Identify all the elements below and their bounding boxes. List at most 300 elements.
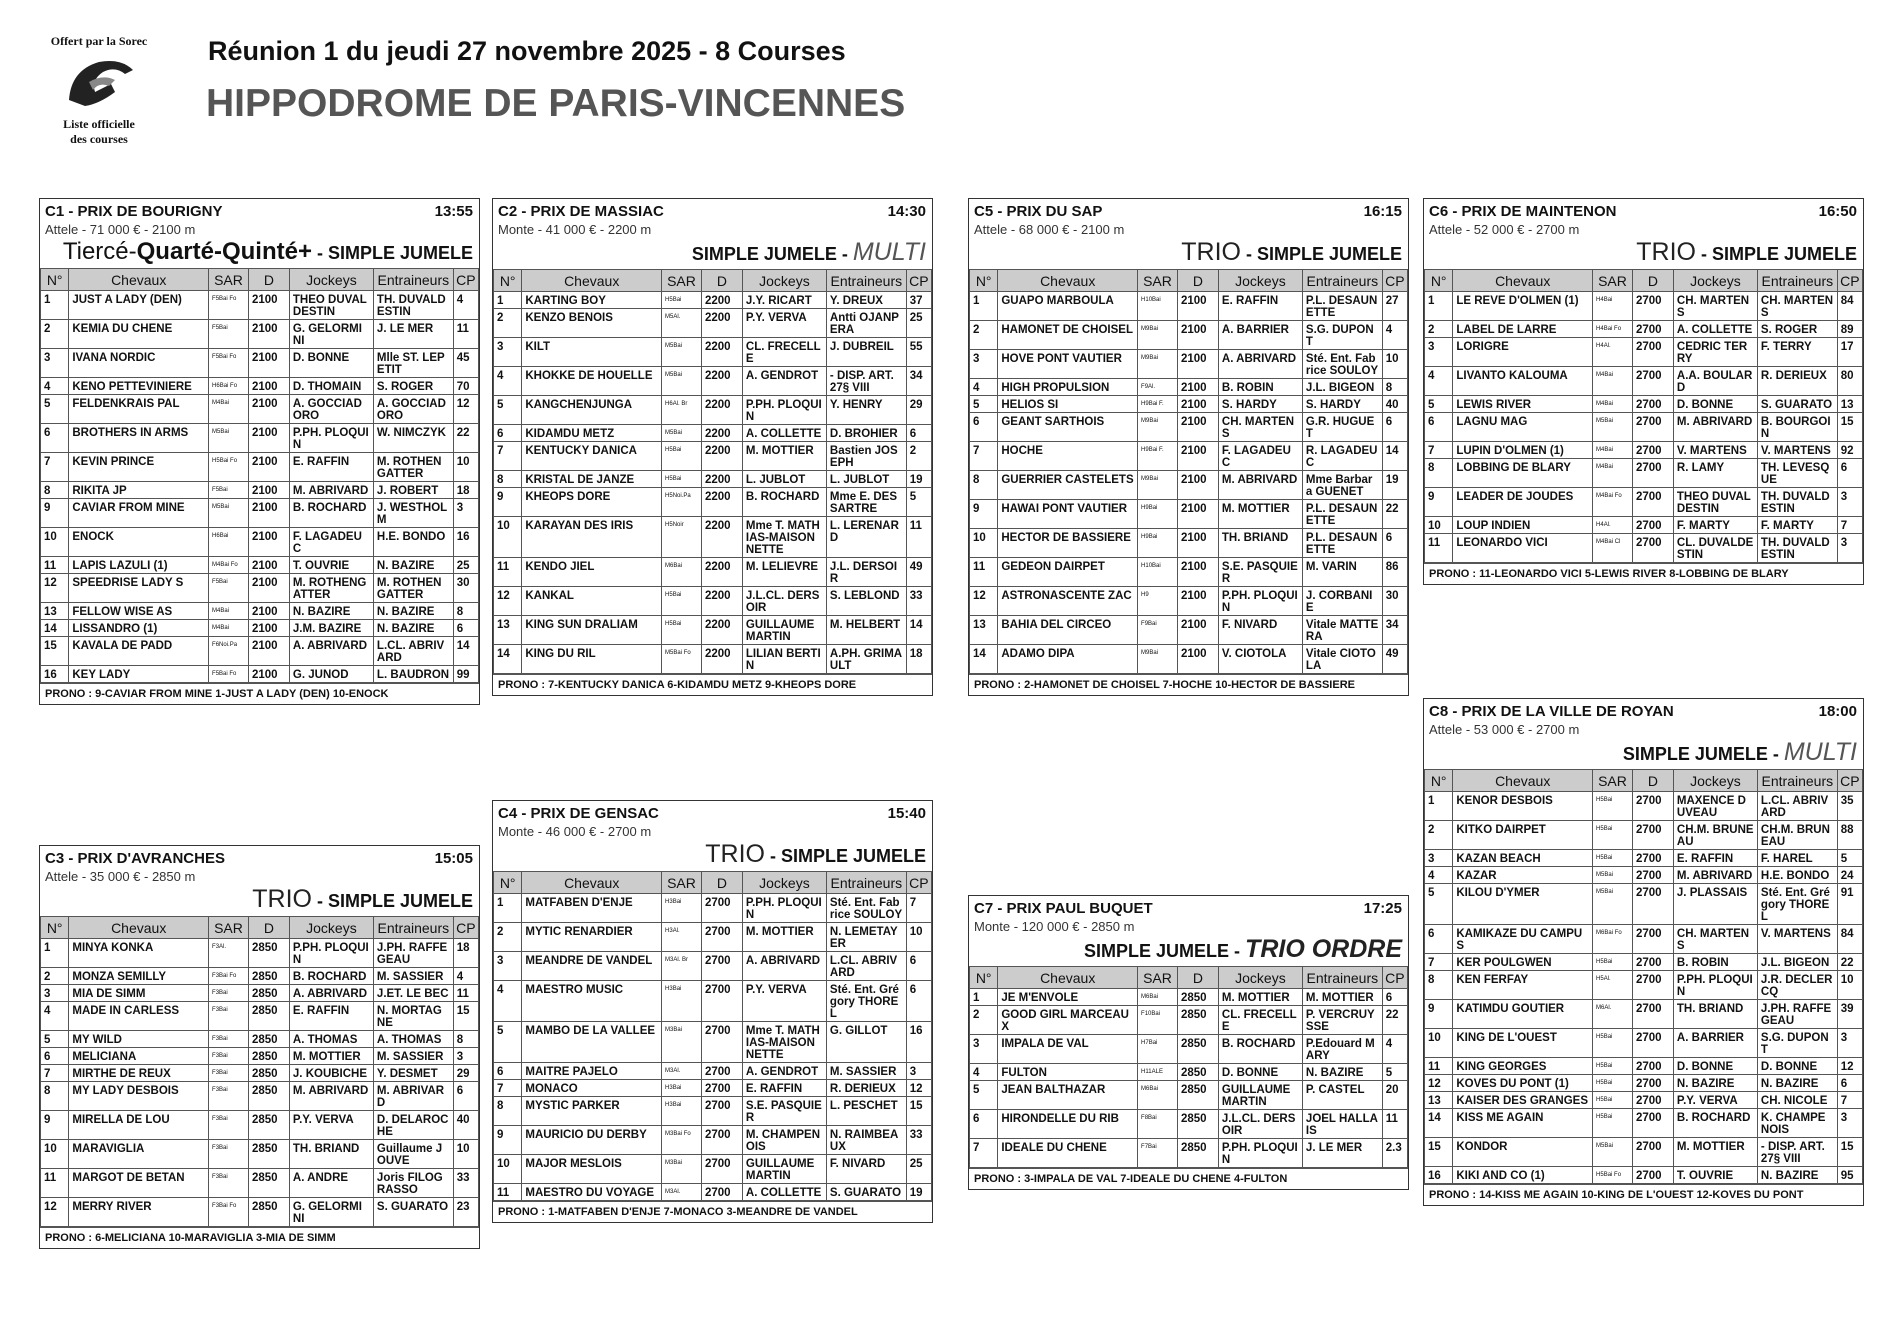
cell-sar: F3Bai [209,1065,249,1082]
cell-horse: KILT [522,338,662,367]
cell-sar: F3Bai [209,1048,249,1065]
cell-odds: 6 [453,620,478,637]
cell-distance: 2700 [1632,867,1673,884]
cell-distance: 2700 [1632,1029,1673,1058]
cell-number: 3 [41,349,69,378]
runner-row [494,1063,932,1080]
cell-horse: BROTHERS IN ARMS [69,424,209,453]
cell-jockey: F. NIVARD [1218,616,1302,645]
cell-sar: M3Al. [662,1184,702,1201]
runner-row [494,1184,932,1201]
cell-odds: 27 [1382,292,1407,321]
cell-distance: 2100 [1177,558,1218,587]
runners-table [40,268,479,683]
cell-number: 11 [494,1184,522,1201]
cell-sar: F3Bai [209,1111,249,1140]
cell-distance: 2850 [1177,1006,1218,1035]
runner-row [494,338,932,367]
cell-trainer: Guillaume JOUVE [373,1140,453,1169]
cell-horse: KER POULGWEN [1453,954,1593,971]
cell-sar: M4Bai Fo [1593,488,1633,517]
runner-row [41,637,479,666]
cell-horse: MEANDRE DE VANDEL [522,952,662,981]
cell-horse: KING DU RIL [522,645,662,674]
cell-odds: 19 [1382,471,1407,500]
cell-jockey: S. HARDY [1218,396,1302,413]
cell-number: 7 [970,442,998,471]
cell-sar: M6Bai [1138,989,1178,1006]
cell-horse: IDEALE DU CHENE [998,1139,1138,1168]
cell-trainer: N. BAZIRE [373,603,453,620]
cell-sar: H4Al. [1593,517,1633,534]
race-title: C1 - PRIX DE BOURIGNY [45,203,223,220]
cell-jockey: A. ABRIVARD [1218,350,1302,379]
cell-sar: H5Bai [1593,1092,1633,1109]
cell-trainer: N. RAIMBEAUX [826,1126,906,1155]
column-header: N° [1425,770,1453,792]
cell-odds: 4 [1382,1035,1407,1064]
cell-horse: FELLOW WISE AS [69,603,209,620]
cell-distance: 2100 [248,574,289,603]
cell-number: 6 [494,1063,522,1080]
runner-row [970,350,1408,379]
cell-number: 2 [41,968,69,985]
cell-number: 11 [970,558,998,587]
runner-row [41,985,479,1002]
cell-number: 9 [970,500,998,529]
cell-distance: 2850 [1177,1139,1218,1168]
runner-row [41,1082,479,1111]
cell-jockey: A. COLLETTE [742,425,826,442]
runner-row [494,894,932,923]
column-header: Jockeys [289,917,373,939]
cell-sar: H5Bai [1593,1029,1633,1058]
cell-horse: MAITRE PAJELO [522,1063,662,1080]
cell-distance: 2700 [1632,884,1673,925]
cell-distance: 2850 [1177,1110,1218,1139]
cell-odds: 10 [1382,350,1407,379]
cell-sar: H4Bai [1593,292,1633,321]
cell-odds: 10 [1837,971,1862,1000]
runner-row [970,471,1408,500]
cell-number: 13 [41,603,69,620]
runner-row [494,292,932,309]
column-header: D [1632,770,1673,792]
bet-tierce: Tiercé- [62,238,137,265]
horse-head-logo-icon [59,52,139,114]
cell-sar: F3Al. [209,939,249,968]
cell-trainer: M. SASSIER [373,968,453,985]
cell-odds: 91 [1837,884,1862,925]
runner-row [1425,292,1863,321]
runner-row [1425,925,1863,954]
cell-number: 6 [494,425,522,442]
cell-horse: KING DE L'OUEST [1453,1029,1593,1058]
cell-jockey: S.E. PASQUIER [1218,558,1302,587]
cell-sar: M5Bai [662,338,702,367]
cell-odds: 3 [1837,1109,1862,1138]
cell-sar: H9Bai F. [1138,396,1178,413]
cell-sar: H5Noi.Pa [662,488,702,517]
bet-simple-jumele: - SIMPLE JUMELE [311,243,473,263]
race-conditions: Monte - 46 000 € - 2700 m [498,824,652,839]
column-header: D [1632,270,1673,292]
cell-number: 1 [970,292,998,321]
cell-jockey: G. JUNOD [289,666,373,683]
cell-sar: H4Al. [1593,338,1633,367]
cell-sar: M9Bai [1138,471,1178,500]
bet-types [1424,239,1863,269]
cell-jockey: MAXENCE DUVEAU [1673,792,1757,821]
cell-horse: GEDEON DAIRPET [998,558,1138,587]
cell-distance: 2700 [1632,792,1673,821]
cell-odds: 15 [906,1097,931,1126]
cell-distance: 2850 [1177,1081,1218,1110]
cell-odds: 88 [1837,821,1862,850]
cell-number: 11 [494,558,522,587]
cell-jockey: THEO DUVALDESTIN [289,291,373,320]
cell-jockey: E. RAFFIN [1673,850,1757,867]
cell-trainer: J.L. DERSOIR [826,558,906,587]
cell-trainer: B. BOURGOIN [1757,413,1837,442]
runner-row [41,378,479,395]
cell-horse: MARGOT DE BETAN [69,1169,209,1198]
cell-horse: MIRELLA DE LOU [69,1111,209,1140]
runner-row [1425,396,1863,413]
cell-sar: M5Bai Fo [662,645,702,674]
cell-jockey: M. MOTTIER [1218,500,1302,529]
cell-number: 3 [970,350,998,379]
cell-odds: 45 [453,349,478,378]
runner-row [41,349,479,378]
cell-jockey: CL. DUVALDESTIN [1673,534,1757,563]
runner-row [970,1064,1408,1081]
runner-row [970,1006,1408,1035]
cell-trainer: S. GUARATO [826,1184,906,1201]
cell-sar: M5Bai [1593,884,1633,925]
cell-jockey: P.PH. PLOQUIN [289,939,373,968]
cell-jockey: GUILLAUME MARTIN [1218,1081,1302,1110]
cell-number: 3 [1425,338,1453,367]
cell-sar: H5Noir [662,517,702,558]
cell-trainer: S. ROGER [373,378,453,395]
column-header: Chevaux [998,967,1138,989]
cell-sar: F3Bai Fo [209,968,249,985]
cell-odds: 89 [1837,321,1862,338]
race-time: 15:05 [434,850,473,867]
cell-odds: 14 [1382,442,1407,471]
cell-sar: H5Bai Fo [1593,1167,1633,1184]
cell-jockey: P.PH. PLOQUIN [1218,1139,1302,1168]
sorec-logo [34,34,164,154]
cell-horse: LABEL DE LARRE [1453,321,1593,338]
runner-row [1425,792,1863,821]
cell-number: 10 [41,528,69,557]
runners-table [969,966,1408,1168]
cell-distance: 2200 [701,367,742,396]
cell-jockey: M. LELIEVRE [742,558,826,587]
cell-trainer: J.ET. LE BEC [373,985,453,1002]
cell-distance: 2100 [248,557,289,574]
cell-horse: MY LADY DESBOIS [69,1082,209,1111]
cell-trainer: CH. NICOLE [1757,1092,1837,1109]
cell-horse: KILOU D'YMER [1453,884,1593,925]
cell-trainer: P. CASTEL [1302,1081,1382,1110]
cell-distance: 2850 [248,1140,289,1169]
cell-distance: 2700 [701,1097,742,1126]
cell-odds: 84 [1837,292,1862,321]
cell-distance: 2100 [1177,529,1218,558]
cell-jockey: P.Y. VERVA [1673,1092,1757,1109]
cell-sar: M5Bai [662,367,702,396]
cell-sar: F9Bai [1138,616,1178,645]
cell-horse: JEAN BALTHAZAR [998,1081,1138,1110]
race-title: C8 - PRIX DE LA VILLE DE ROYAN [1429,703,1674,720]
cell-trainer: Sté. Ent. Grégory THOREL [1757,884,1837,925]
cell-trainer: G.R. HUGUET [1302,413,1382,442]
cell-horse: LIVANTO KALOUMA [1453,367,1593,396]
cell-sar: H5Al. [1593,971,1633,1000]
cell-jockey: P.PH. PLOQUIN [1218,587,1302,616]
runner-row [41,1140,479,1169]
cell-sar: M4Bai [1593,442,1633,459]
cell-sar: F3Bai [209,1082,249,1111]
cell-distance: 2700 [1632,396,1673,413]
cell-number: 2 [970,1006,998,1035]
cell-number: 9 [494,1126,522,1155]
runner-row [494,1097,932,1126]
cell-jockey: A. GENDROT [742,1063,826,1080]
cell-horse: MY WILD [69,1031,209,1048]
cell-horse: HAMONET DE CHOISEL [998,321,1138,350]
column-header: Entraineurs [373,269,453,291]
cell-horse: LISSANDRO (1) [69,620,209,637]
cell-trainer: TH. DUVALDESTIN [1757,488,1837,517]
cell-sar: M4Bai [1593,367,1633,396]
cell-sar: F3Bai [209,985,249,1002]
runner-row [494,1022,932,1063]
cell-number: 2 [41,320,69,349]
cell-trainer: P.L. DESAUNETTE [1302,529,1382,558]
cell-trainer: TH. LEVESQUE [1757,459,1837,488]
race-card-7 [968,895,1409,1190]
cell-trainer: N. MORTAGNE [373,1002,453,1031]
cell-odds: 16 [906,1022,931,1063]
cell-distance: 2100 [248,349,289,378]
column-header: CP [1837,770,1862,792]
cell-distance: 2700 [701,1184,742,1201]
cell-sar: H5Bai [662,587,702,616]
cell-jockey: S.E. PASQUIER [742,1097,826,1126]
cell-trainer: G. GILLOT [826,1022,906,1063]
bet-types [493,841,932,871]
column-header: SAR [209,917,249,939]
cell-sar: M9Bai [1138,321,1178,350]
cell-horse: LE REVE D'OLMEN (1) [1453,292,1593,321]
cell-horse: HELIOS SI [998,396,1138,413]
cell-sar: H6Bai Fo [209,378,249,395]
cell-trainer: J.L. BIGEON [1302,379,1382,396]
cell-distance: 2700 [1632,517,1673,534]
cell-distance: 2700 [1632,1075,1673,1092]
runner-row [970,529,1408,558]
cell-horse: KEMIA DU CHENE [69,320,209,349]
cell-jockey: R. LAMY [1673,459,1757,488]
runner-row [41,1031,479,1048]
cell-distance: 2700 [701,1063,742,1080]
runner-row [494,309,932,338]
cell-distance: 2700 [1632,367,1673,396]
runner-row [494,587,932,616]
cell-trainer: Y. DESMET [373,1065,453,1082]
cell-odds: 33 [906,1126,931,1155]
cell-horse: JUST A LADY (DEN) [69,291,209,320]
cell-distance: 2700 [1632,321,1673,338]
cell-trainer: F. MARTY [1757,517,1837,534]
cell-sar: F10Bai [1138,1006,1178,1035]
cell-trainer: P.L. DESAUNETTE [1302,500,1382,529]
cell-number: 10 [494,1155,522,1184]
cell-trainer: J.R. DECLERCQ [1757,971,1837,1000]
cell-jockey: TH. BRIAND [1218,529,1302,558]
cell-trainer: M. ROTHENGATTER [373,453,453,482]
cell-distance: 2200 [701,425,742,442]
cell-horse: KOVES DU PONT (1) [1453,1075,1593,1092]
cell-odds: 25 [906,309,931,338]
runner-row [494,471,932,488]
cell-odds: 92 [1837,442,1862,459]
runner-row [41,395,479,424]
cell-horse: KIDAMDU METZ [522,425,662,442]
cell-trainer: Sté. Ent. Fabrice SOULOY [826,894,906,923]
cell-jockey: N. BAZIRE [1673,1075,1757,1092]
cell-jockey: B. ROBIN [1218,379,1302,396]
runner-row [41,603,479,620]
cell-odds: 33 [453,1169,478,1198]
cell-number: 11 [1425,534,1453,563]
cell-horse: MERRY RIVER [69,1198,209,1227]
cell-horse: LEONARDO VICI [1453,534,1593,563]
runner-row [1425,459,1863,488]
runner-row [970,500,1408,529]
race-title: C3 - PRIX D'AVRANCHES [45,850,225,867]
cell-distance: 2700 [1632,925,1673,954]
race-title: C7 - PRIX PAUL BUQUET [974,900,1153,917]
cell-horse: HIRONDELLE DU RIB [998,1110,1138,1139]
cell-jockey: CH.M. BRUNEAU [1673,821,1757,850]
cell-jockey: CH. MARTENS [1673,292,1757,321]
cell-number: 6 [41,424,69,453]
cell-trainer: Y. HENRY [826,396,906,425]
cell-distance: 2100 [248,291,289,320]
cell-number: 10 [970,529,998,558]
cell-number: 6 [41,1048,69,1065]
runner-row [970,379,1408,396]
cell-distance: 2700 [701,923,742,952]
cell-jockey: THEO DUVALDESTIN [1673,488,1757,517]
cell-jockey: P.PH. PLOQUIN [742,894,826,923]
cell-distance: 2100 [1177,500,1218,529]
cell-odds: 86 [1382,558,1407,587]
cell-horse: KENZO BENOIS [522,309,662,338]
cell-number: 4 [494,367,522,396]
runner-row [494,1155,932,1184]
cell-distance: 2700 [701,1022,742,1063]
cell-distance: 2200 [701,309,742,338]
cell-horse: KENDO JIEL [522,558,662,587]
cell-sar: H5Bai [1593,1109,1633,1138]
race-time: 15:40 [887,805,926,822]
cell-trainer: L.CL. ABRIVARD [826,952,906,981]
cell-jockey: CH. MARTENS [1673,925,1757,954]
meeting-title: Réunion 1 du jeudi 27 novembre 2025 - 8 Courses [208,36,846,66]
cell-number: 9 [1425,1000,1453,1029]
cell-trainer: P. VERCRUYSSE [1302,1006,1382,1035]
runner-row [970,989,1408,1006]
cell-number: 7 [41,453,69,482]
cell-sar: F5Bai Fo [209,349,249,378]
cell-sar: F8Bai [1138,1110,1178,1139]
cell-trainer: Sté. Ent. Grégory THOREL [826,981,906,1022]
cell-trainer: Bastien JOSEPH [826,442,906,471]
cell-odds: 3 [453,1048,478,1065]
cell-number: 7 [1425,954,1453,971]
cell-odds: 22 [1382,1006,1407,1035]
cell-jockey: E. RAFFIN [742,1080,826,1097]
cell-trainer: TH. DUVALDESTIN [1757,534,1837,563]
cell-number: 6 [970,1110,998,1139]
column-header: D [1177,967,1218,989]
cell-odds: 4 [453,968,478,985]
column-header: N° [41,269,69,291]
cell-odds: 8 [1382,379,1407,396]
cell-odds: 6 [906,981,931,1022]
cell-horse: LEWIS RIVER [1453,396,1593,413]
runner-row [41,499,479,528]
bet-types [493,239,932,269]
cell-distance: 2100 [1177,396,1218,413]
cell-sar: H6Bai [209,528,249,557]
cell-trainer: J.PH. RAFFEGEAU [373,939,453,968]
cell-odds: 5 [1382,1064,1407,1081]
cell-jockey: D. THOMAIN [289,378,373,395]
cell-number: 7 [1425,442,1453,459]
runner-row [41,557,479,574]
cell-trainer: K. CHAMPENOIS [1757,1109,1837,1138]
column-header: Chevaux [522,872,662,894]
cell-jockey: M. ABRIVARD [1218,471,1302,500]
runner-row [1425,971,1863,1000]
cell-number: 16 [41,666,69,683]
race-card-2 [492,198,933,696]
cell-number: 2 [970,321,998,350]
cell-horse: KEY LADY [69,666,209,683]
cell-odds: 16 [453,528,478,557]
cell-trainer: Mme Barbara GUENET [1302,471,1382,500]
cell-trainer: L.CL. ABRIVARD [1757,792,1837,821]
cell-trainer: H.E. BONDO [373,528,453,557]
cell-distance: 2850 [1177,1064,1218,1081]
cell-horse: LAPIS LAZULI (1) [69,557,209,574]
cell-odds: 70 [453,378,478,395]
cell-odds: 20 [1382,1081,1407,1110]
cell-trainer: V. MARTENS [1757,925,1837,954]
cell-horse: KENTUCKY DANICA [522,442,662,471]
cell-jockey: TH. BRIAND [289,1140,373,1169]
cell-trainer: L. LERENARD [826,517,906,558]
cell-distance: 2100 [1177,292,1218,321]
cell-trainer: M. HELBERT [826,616,906,645]
